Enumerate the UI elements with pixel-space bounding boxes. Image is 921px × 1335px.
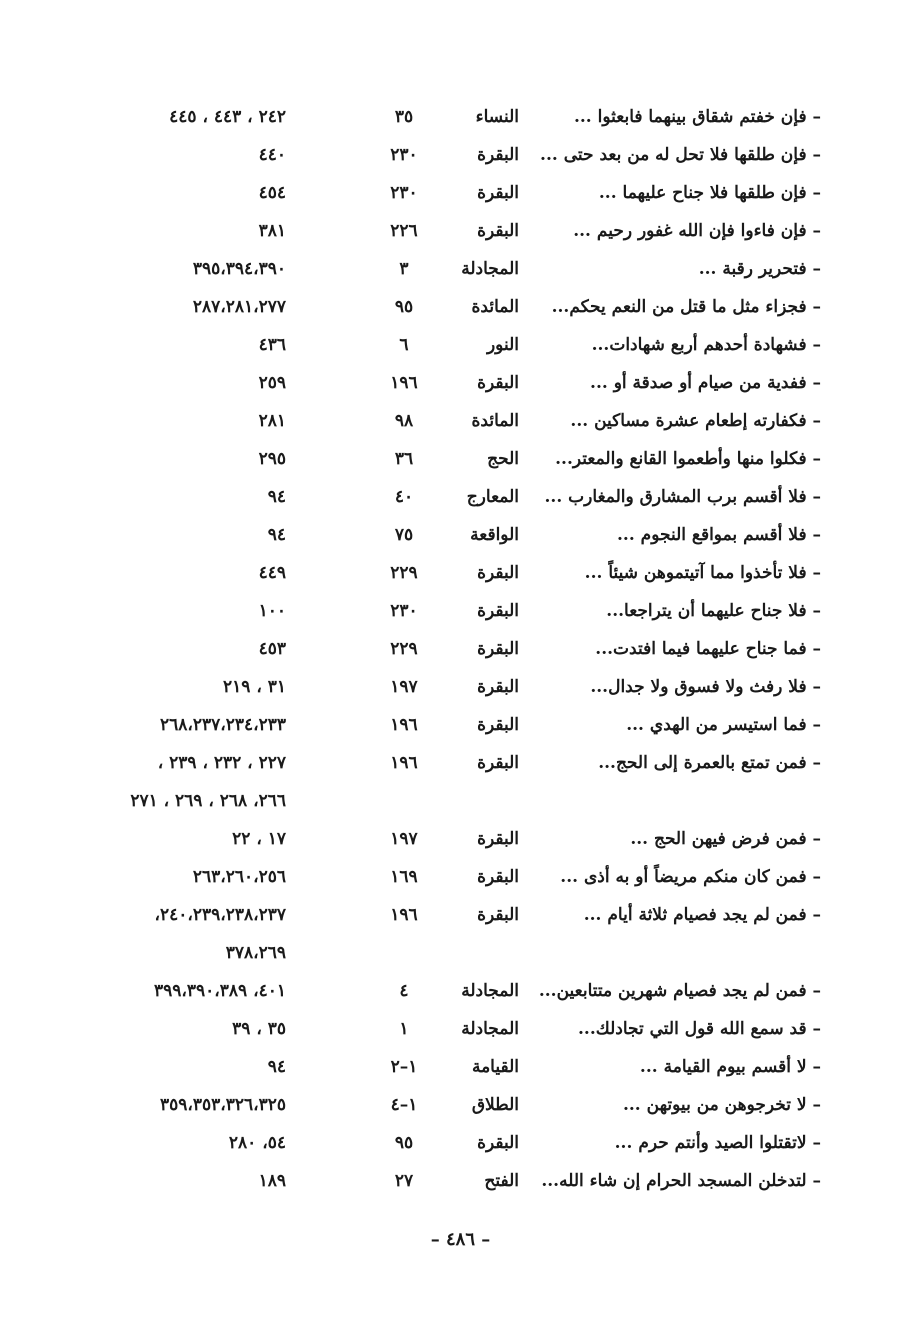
page-references: ٢٢٧ ، ٢٣٢ ، ٢٣٩ ، (157, 753, 286, 773)
index-entry (101, 554, 821, 592)
surah-name: المائدة (471, 411, 519, 431)
index-entry (101, 1048, 821, 1086)
index-entry (101, 402, 821, 440)
ayah-number: ٤٠ (394, 487, 414, 507)
surah-name: البقرة (477, 829, 519, 849)
verse-text: – فإن خفتم شقاق بينهما فابعثوا ... (573, 107, 821, 127)
surah-name: النساء (475, 107, 519, 127)
page-references: ٢٨١ (258, 411, 286, 431)
index-entry (101, 592, 821, 630)
ayah-number: ٢٢٩ (390, 639, 418, 659)
verse-text: – فلا أقسم برب المشارق والمغارب ... (544, 487, 821, 507)
verse-text: – فكفارته إطعام عشرة مساكين ... (570, 411, 821, 431)
ayah-number: ٢٣٠ (390, 601, 418, 621)
page-references-continued: ٣٧٨،٢٦٩ (225, 943, 286, 963)
index-entry (101, 1010, 821, 1048)
index-entry (101, 288, 821, 326)
ayah-number: ٤ (399, 981, 409, 1001)
ayah-number: ٣ (399, 259, 409, 279)
verse-text: – فمن لم يجد فصيام ثلاثة أيام ... (583, 905, 821, 925)
index-entry (101, 212, 821, 250)
ayah-number: ١–٤ (390, 1095, 418, 1115)
ayah-number: ٧٥ (394, 525, 414, 545)
surah-name: المجادلة (461, 259, 519, 279)
verse-text: – فلا تأخذوا مما آتيتموهن شيئاً ... (584, 563, 821, 583)
verse-text: – لا تخرجوهن من بيوتهن ... (622, 1095, 821, 1115)
page-references: ٢٦٨،٢٣٧،٢٣٤،٢٣٣ (159, 715, 286, 735)
verse-text: – فإن طلقها فلا تحل له من بعد حتى ... (540, 145, 821, 165)
index-entry (101, 896, 821, 934)
ayah-number: ١٩٦ (390, 373, 418, 393)
verse-text: – لاتقتلوا الصيد وأنتم حرم ... (614, 1133, 821, 1153)
page-references: ٢٦٣،٢٦٠،٢٥٦ (192, 867, 286, 887)
ayah-number: ٩٥ (394, 297, 414, 317)
ayah-number: ٦ (399, 335, 409, 355)
page-references: ٢٩٥ (258, 449, 286, 469)
ayah-number: ٢٢٦ (390, 221, 418, 241)
page-references: ١٧ ، ٢٢ (232, 829, 286, 849)
index-entry (101, 706, 821, 744)
index-entry (101, 1162, 821, 1200)
surah-name: البقرة (477, 715, 519, 735)
page-references: ٥٤، ٢٨٠ (228, 1133, 286, 1153)
page-references: ٤٣٦ (258, 335, 286, 355)
page-references: ٢٤٠،٢٣٩،٢٣٨،٢٣٧، (154, 905, 286, 925)
surah-name: البقرة (477, 373, 519, 393)
surah-name: البقرة (477, 1133, 519, 1153)
ayah-number: ١٩٧ (390, 829, 418, 849)
verse-text: – فجزاء مثل ما قتل من النعم يحكم... (551, 297, 821, 317)
verse-text: – فما جناح عليهما فيما افتدت... (595, 639, 821, 659)
page-references-continued: ٢٦٦، ٢٦٨ ، ٢٦٩ ، ٢٧١ (130, 791, 286, 811)
verse-text: – فلا جناح عليهما أن يتراجعا... (606, 601, 821, 621)
surah-name: البقرة (477, 601, 519, 621)
page-references: ٩٤ (267, 487, 286, 507)
verse-text: – فلا رفث ولا فسوق ولا جدال... (590, 677, 821, 697)
surah-name: المجادلة (461, 1019, 519, 1039)
surah-name: البقرة (477, 221, 519, 241)
page-references: ٢٥٩ (258, 373, 286, 393)
verse-text: – فلا أقسم بمواقع النجوم ... (617, 525, 821, 545)
ayah-number: ٢٣٠ (390, 145, 418, 165)
verse-text: – فإن فاءوا فإن الله غفور رحيم ... (573, 221, 821, 241)
index-entry (101, 858, 821, 896)
page-references: ٣٥ ، ٣٩ (232, 1019, 286, 1039)
verse-text: – فمن تمتع بالعمرة إلى الحج... (598, 753, 821, 773)
page-references: ٩٤ (267, 1057, 286, 1077)
ayah-number: ١٩٧ (390, 677, 418, 697)
surah-name: القيامة (471, 1057, 519, 1077)
index-entry (101, 136, 821, 174)
index-entry (101, 744, 821, 782)
ayah-number: ١–٢ (390, 1057, 418, 1077)
verse-text: – لا أقسم بيوم القيامة ... (639, 1057, 821, 1077)
index-entry (101, 440, 821, 478)
index-entry (101, 668, 821, 706)
verse-text: – لتدخلن المسجد الحرام إن شاء الله... (541, 1171, 821, 1191)
surah-name: النور (486, 335, 519, 355)
verse-text: – ففدية من صيام أو صدقة أو ... (590, 373, 821, 393)
page-references: ٤٠١، ٣٩٩،٣٩٠،٣٨٩ (154, 981, 286, 1001)
surah-name: المجادلة (461, 981, 519, 1001)
page-references: ٢٤٢ ، ٤٤٣ ، ٤٤٥ (169, 107, 286, 127)
page-references: ٤٤٠ (258, 145, 286, 165)
index-entry (101, 1086, 821, 1124)
surah-name: البقرة (477, 145, 519, 165)
page-references: ٤٤٩ (258, 563, 286, 583)
ayah-number: ٢٣٠ (390, 183, 418, 203)
page-references: ٤٥٣ (258, 639, 286, 659)
verse-text: – فمن لم يجد فصيام شهرين متتابعين... (538, 981, 821, 1001)
verse-text: – فتحرير رقبة ... (698, 259, 821, 279)
verse-text: – فإن طلقها فلا جناح عليهما ... (598, 183, 821, 203)
surah-name: البقرة (477, 905, 519, 925)
ayah-number: ٩٥ (394, 1133, 414, 1153)
page-references: ٣١ ، ٢١٩ (223, 677, 286, 697)
ayah-number: ١٩٦ (390, 753, 418, 773)
ayah-number: ٣٥ (394, 107, 414, 127)
verse-text: – فمن فرض فيهن الحج ... (630, 829, 821, 849)
surah-name: البقرة (477, 753, 519, 773)
index-entry (101, 972, 821, 1010)
page-references: ٣٨١ (258, 221, 286, 241)
surah-name: البقرة (477, 677, 519, 697)
index-entry (101, 516, 821, 554)
surah-name: المعارج (466, 487, 519, 507)
page-number: – ٤٨٦ – (430, 1229, 491, 1250)
index-entry (101, 98, 821, 136)
ayah-number: ١ (399, 1019, 409, 1039)
ayah-number: ١٦٩ (390, 867, 418, 887)
surah-name: البقرة (477, 867, 519, 887)
surah-name: الطلاق (471, 1095, 519, 1115)
page-references: ١٠٠ (258, 601, 286, 621)
ayah-number: ١٩٦ (390, 905, 418, 925)
page-references: ١٨٩ (258, 1171, 286, 1191)
page-references: ٤٥٤ (258, 183, 286, 203)
page-references: ٣٥٩،٣٥٣،٣٢٦،٣٢٥ (159, 1095, 286, 1115)
surah-name: المائدة (471, 297, 519, 317)
page-references: ٢٨٧،٢٨١،٢٧٧ (192, 297, 286, 317)
index-entry (101, 820, 821, 858)
surah-name: الواقعة (470, 525, 519, 545)
verse-text: – فما استيسر من الهدي ... (626, 715, 821, 735)
verse-text: – فمن كان منكم مريضاً أو به أذى ... (560, 867, 821, 887)
surah-name: الحج (487, 449, 519, 469)
verse-text: – قد سمع الله قول التي تجادلك... (577, 1019, 821, 1039)
index-entry (101, 250, 821, 288)
surah-name: البقرة (477, 639, 519, 659)
page-references: ٩٤ (267, 525, 286, 545)
ayah-number: ١٩٦ (390, 715, 418, 735)
index-entry (101, 326, 821, 364)
verse-text: – فكلوا منها وأطعموا القانع والمعتر... (555, 449, 821, 469)
index-entry (101, 478, 821, 516)
surah-name: البقرة (477, 563, 519, 583)
ayah-number: ٢٧ (394, 1171, 414, 1191)
index-entry (101, 174, 821, 212)
ayah-number: ٣٦ (394, 449, 414, 469)
verse-text: – فشهادة أحدهم أربع شهادات... (591, 335, 821, 355)
index-entry (101, 364, 821, 402)
ayah-number: ٢٢٩ (390, 563, 418, 583)
surah-name: البقرة (477, 183, 519, 203)
ayah-number: ٩٨ (394, 411, 414, 431)
surah-name: الفتح (484, 1171, 519, 1191)
index-entry (101, 630, 821, 668)
page-references: ٣٩٥،٣٩٤،٣٩٠ (192, 259, 286, 279)
index-entry (101, 1124, 821, 1162)
